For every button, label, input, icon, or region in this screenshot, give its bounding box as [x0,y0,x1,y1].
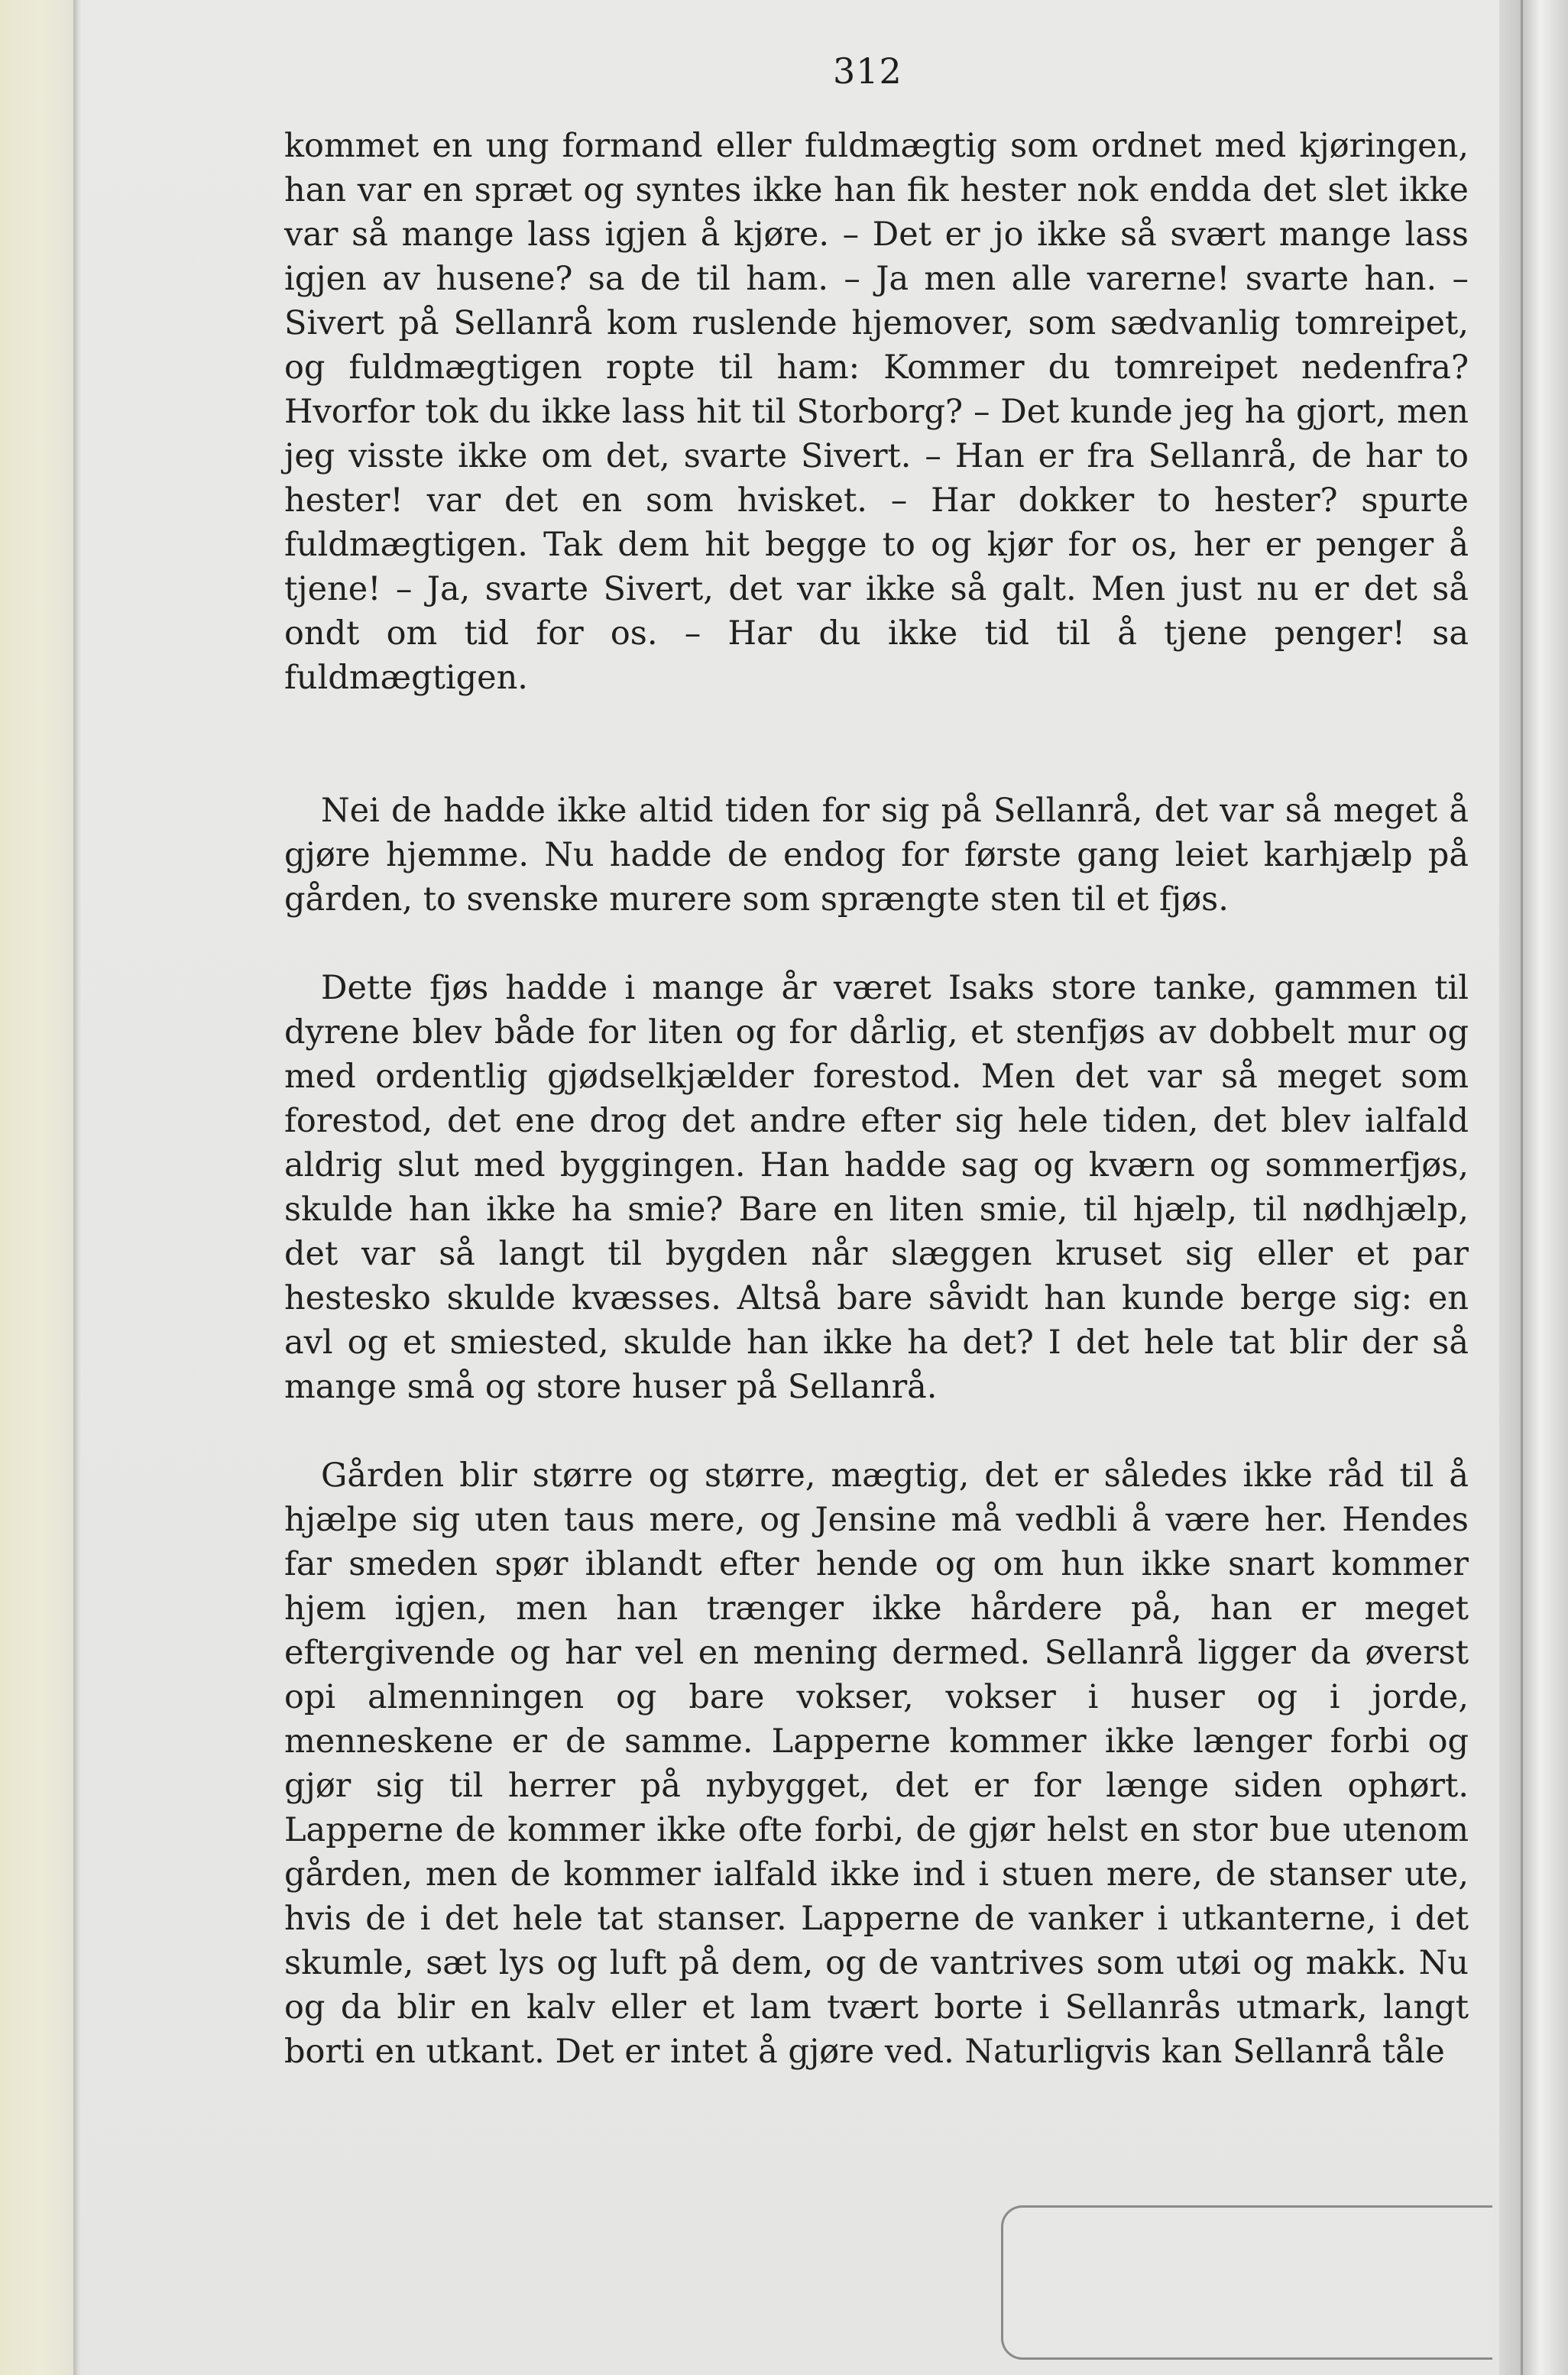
page-number: 312 [833,50,902,92]
page-left-edge [0,0,76,2375]
page-right-edge [1499,0,1568,2375]
paragraph-1: kommet en ung formand eller fuldmægtig som ordnet med kjøringen, han var en spræt og syntes ikke han fik hester nok endda det slet ikke var så mange lass igjen å kjøre. – Det er jo ikke så svært mange lass igjen av husene? sa de til ham. – Ja men alle varerne! svarte han. – Sivert på Sellanrå kom ruslende hjemover, som sædvanlig tomreipet, og fuldmægtigen ropte til ham: Kommer du tomreipet nedenfra? Hvorfor tok du ikke lass hit til Storborg? – Det kunde jeg ha gjort, men jeg visste ikke om det, svarte Sivert. – Han er fra Sellanrå, de har to hester! var det en som hvisket. – Har dokker to hester? spurte fuldmægtigen. Tak dem hit begge to og kjør for os, her er penger å tjene! – Ja, svarte Sivert, det var ikke så galt. Men just nu er det så ondt om tid for os. – Har du ikke tid til å tjene penger! sa fuldmægtigen. [284,127,1469,697]
paragraph-3: Dette fjøs hadde i mange år været Isaks store tanke, gammen til dyrene blev både for liten og for dårlig, et stenfjøs av dobbelt mur og med ordentlig gjødselkjælder forestod. Men det var så meget som forestod, det ene drog det andre efter sig hele tiden, det blev ialfald aldrig slut med byggingen. Han hadde sag og kværn og sommerfjøs, skulde han ikke ha smie? Bare en liten smie, til hjælp, til nødhjælp, det var så langt til bygden når slæggen kruset sig eller et par hestesko skulde kvæsses. Altså bare såvidt han kunde berge sig: en avl og et smiested, skulde han ikke ha det? I det hele tat blir der så mange små og store huser på Sellanrå. [284,969,1469,1406]
page-edge-line [1521,0,1523,2375]
body-text [284,124,1469,2118]
library-label-outline [1001,2205,1492,2360]
paragraph-2: Nei de hadde ikke altid tiden for sig på Sellanrå, det var så meget å gjøre hjemme. Nu hadde de endog for første gang leiet karhjælp på gården, to svenske murere som sprængte sten til et fjøs. [284,792,1469,919]
paragraph-4: Gården blir større og større, mægtig, det er således ikke råd til å hjælpe sig uten taus mere, og Jensine må vedbli å være her. Hendes far smeden spør iblandt efter hende og om hun ikke snart kommer hjem igjen, men han trænger ikke hårdere på, han er meget eftergivende og har vel en mening dermed. Sellanrå ligger da øverst opi almenningen og bare vokser, vokser i huser og i jorde, menneskene er de samme. Lapperne kommer ikke længer forbi og gjør sig til herrer på nybygget, det er for længe siden ophørt. Lapperne de kommer ikke ofte forbi, de gjør helst en stor bue utenom gården, men de kommer ialfald ikke ind i stuen mere, de stanser ute, hvis de i det hele tat stanser. Lapperne de vanker i utkanterne, i det skumle, sæt lys og luft på dem, og de vantrives som utøi og makk. Nu og da blir en kalv eller et lam tvært borte i Sellanrås utmark, langt borti en utkant. Det er intet å gjøre ved. Naturligvis kan Sellanrå tåle [284,1456,1469,2071]
gutter-shadow [73,0,81,2375]
